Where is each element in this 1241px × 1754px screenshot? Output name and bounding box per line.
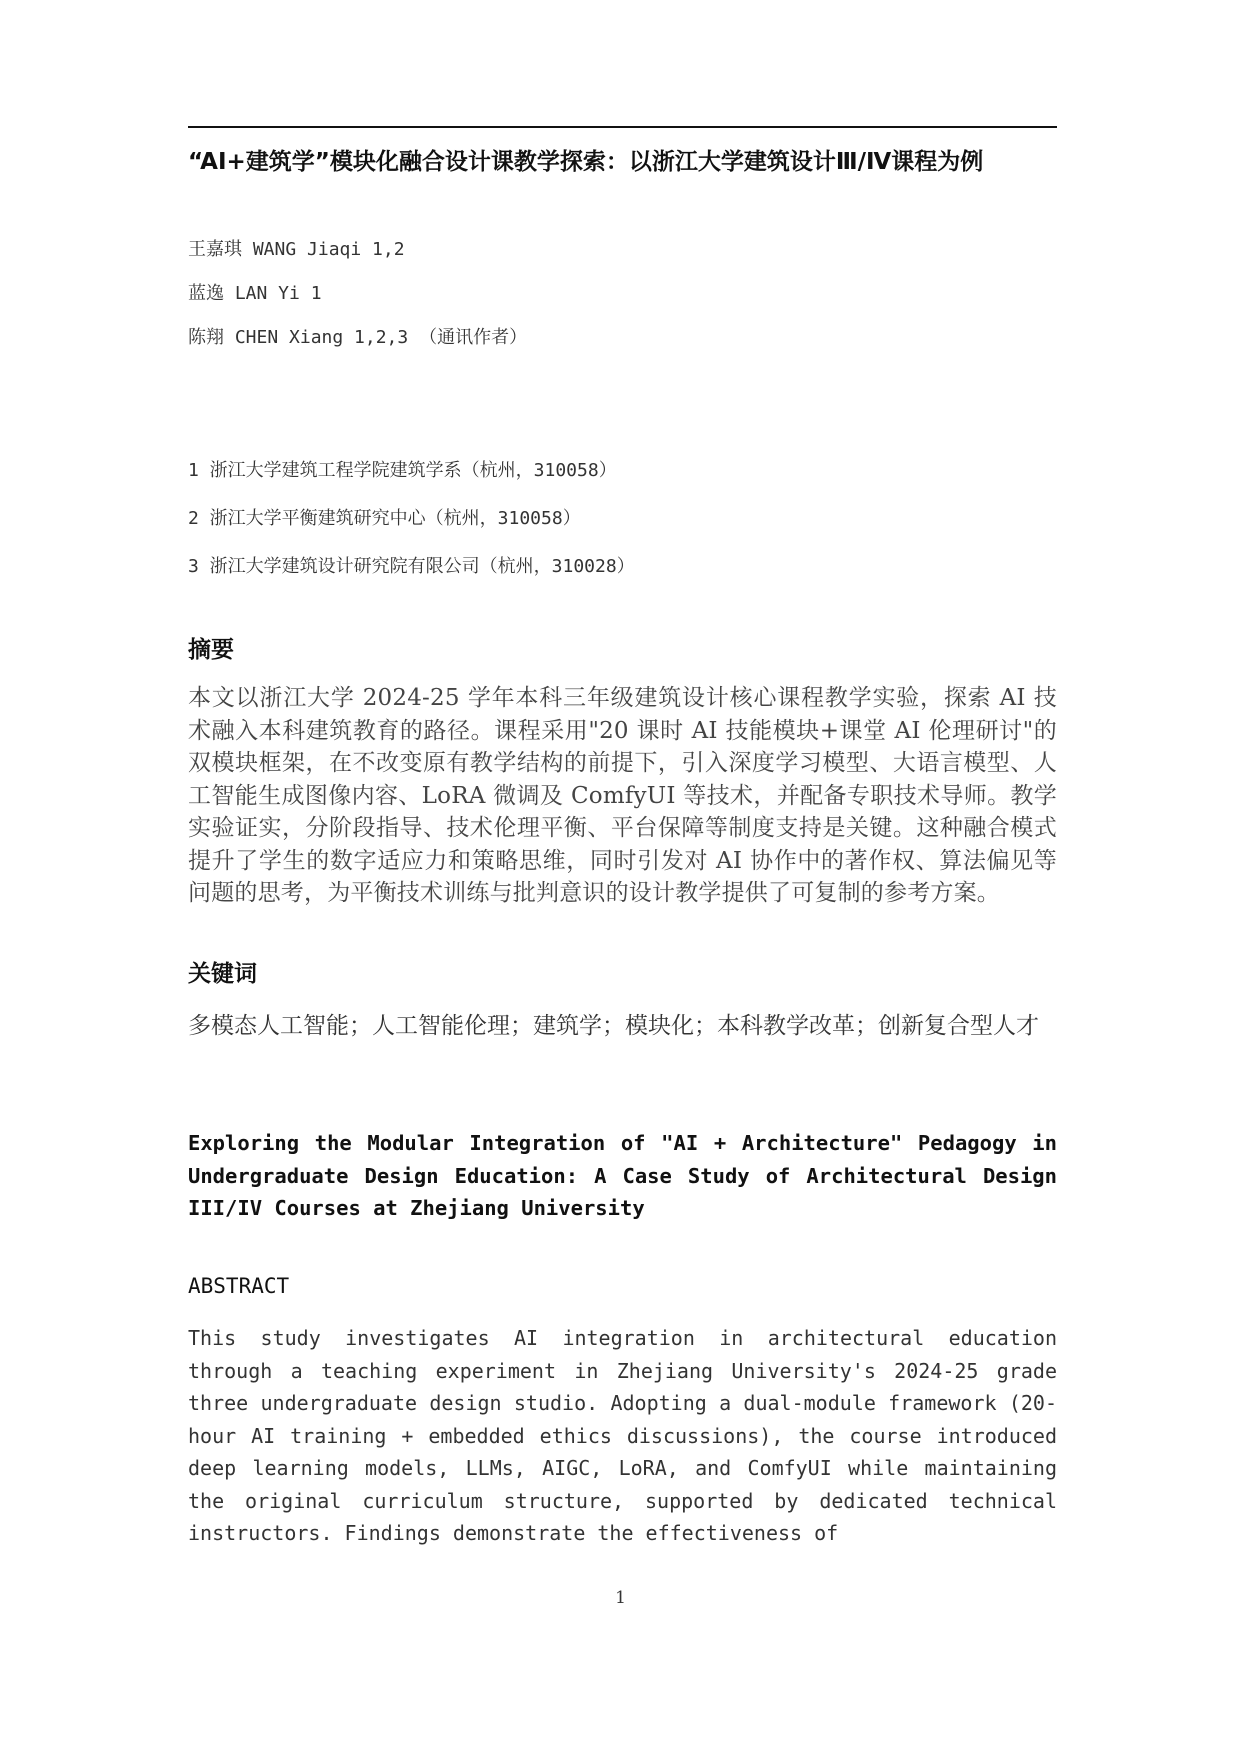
page-number: 1 (615, 1588, 626, 1608)
affiliation-3: 3 浙江大学建筑设计研究院有限公司（杭州，310028） (188, 556, 635, 577)
author-3: 陈翔 CHEN Xiang 1,2,3 （通讯作者） (188, 327, 528, 348)
abstract-en-body: This study investigates AI integration in architectural education through a teaching experiment in Zhejiang University's 2024-25 grade three undergraduate design studio. Adopting a dual-module framework (20-hour AI training + embedded ethics discussions), the course introduced deep learning models, LLMs, AIGC, LoRA, and ComfyUI while maintaining the original curriculum structure, supported by dedicated technical instructors. Findings demonstrate the effectiveness of (188, 1326, 1057, 1545)
affiliation-2: 2 浙江大学平衡建筑研究中心（杭州，310058） (188, 508, 581, 529)
author-1: 王嘉琪 WANG Jiaqi 1,2 (188, 239, 405, 260)
keywords-cn-heading: 关键词 (188, 961, 257, 987)
paper-title-en: Exploring the Modular Integration of "AI + Architecture" Pedagogy in Undergraduate Design Education: A Case Study of Architectural Design III/IV Courses at Zhejiang University (188, 1131, 1057, 1220)
abstract-cn-heading: 摘要 (188, 637, 234, 663)
abstract-en-heading: ABSTRACT (188, 1274, 290, 1298)
paper-title-cn: “AI+建筑学”模块化融合设计课教学探索：以浙江大学建筑设计Ⅲ/Ⅳ课程为例 (188, 149, 984, 175)
author-2: 蓝逸 LAN Yi 1 (188, 283, 322, 304)
keywords-cn-body: 多模态人工智能；人工智能伦理；建筑学；模块化；本科教学改革；创新复合型人才 (188, 1013, 1039, 1039)
header-rule (188, 126, 1057, 128)
affiliation-1: 1 浙江大学建筑工程学院建筑学系（杭州，310058） (188, 460, 617, 481)
abstract-cn-body: 本文以浙江大学 2024-25 学年本科三年级建筑设计核心课程教学实验，探索 AI 技术融入本科建筑教育的路径。课程采用"20 课时 AI 技能模块+课堂 AI 伦理研讨"的双模块框架，在不改变原有教学结构的前提下，引入深度学习模型、大语言模型、人工智能生成图像内容、LoRA 微调及 ComfyUI 等技术，并配备专职技术导师。教学实验证实，分阶段指导、技术伦理平衡、平台保障等制度支持是关键。这种融合模式提升了学生的数字适应力和策略思维，同时引发对 AI 协作中的著作权、算法偏见等问题的思考，为平衡技术训练与批判意识的设计教学提供了可复制的参考方案。 (188, 685, 1057, 906)
